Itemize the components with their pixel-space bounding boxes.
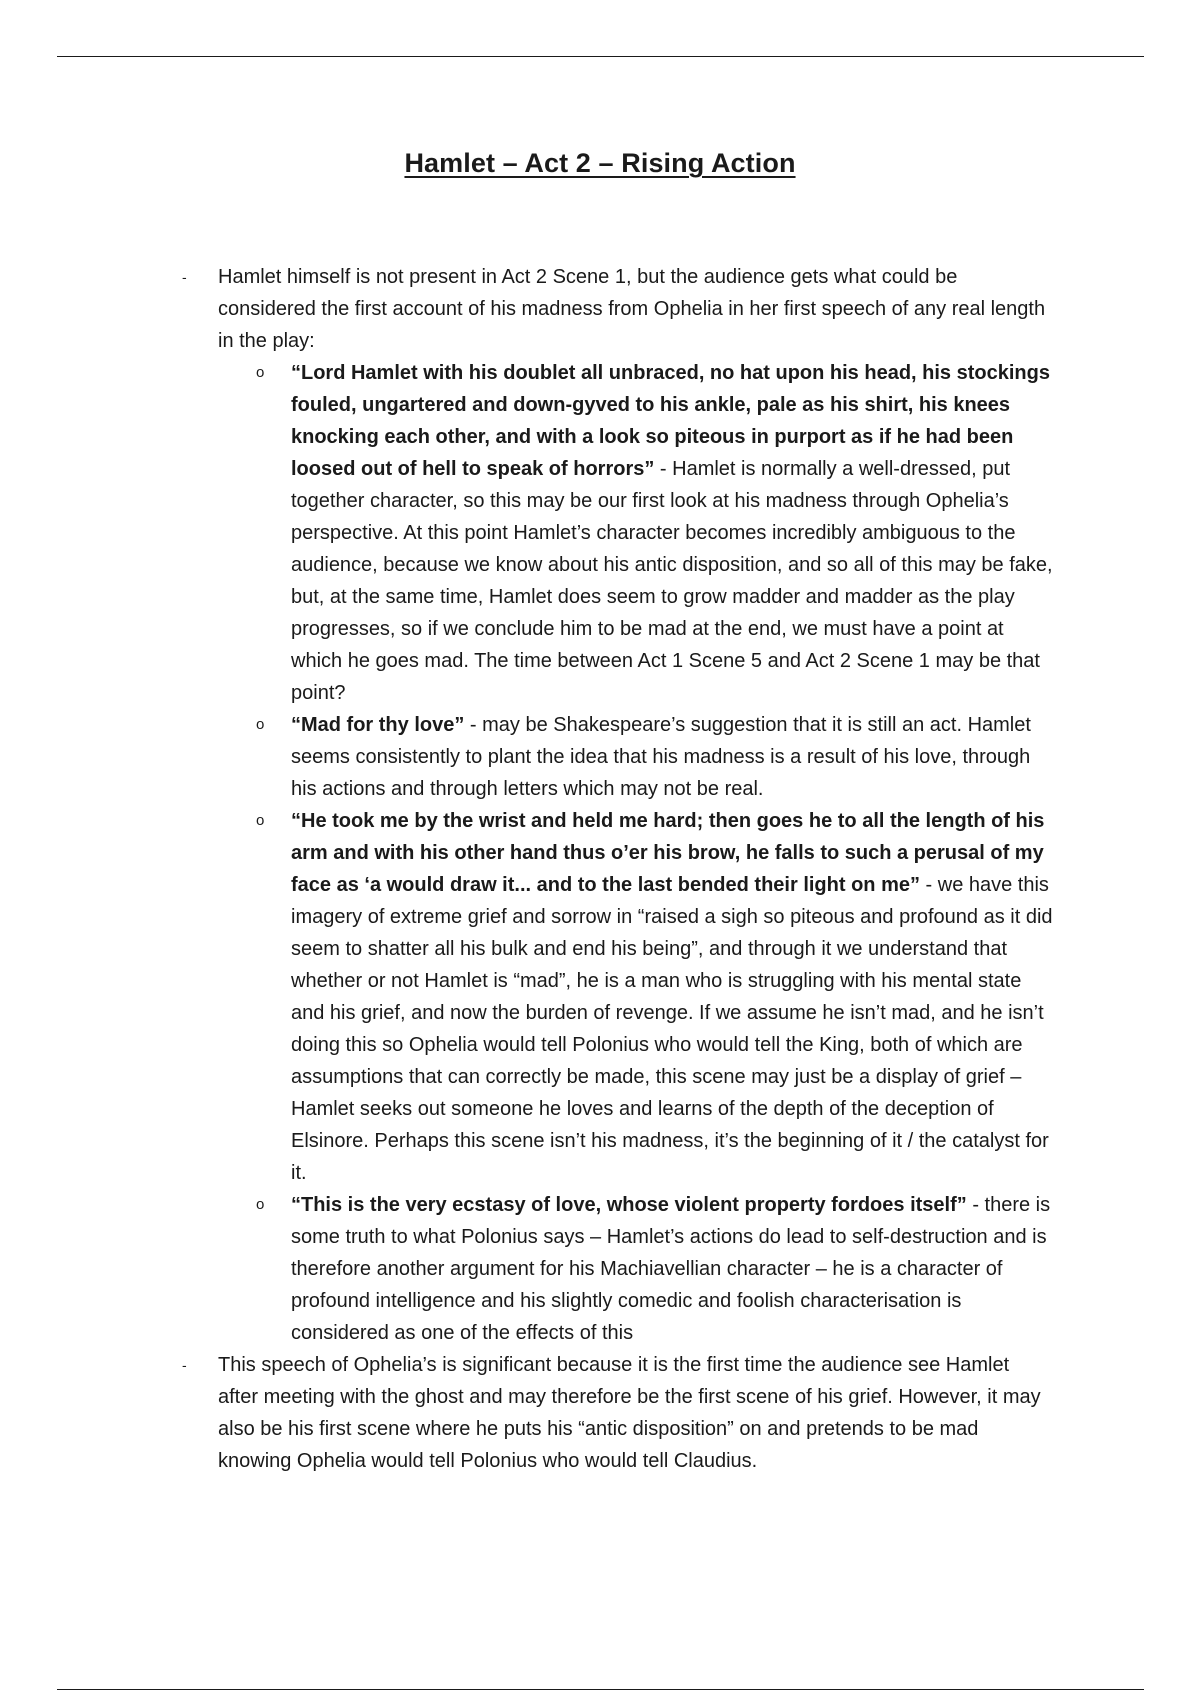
commentary-text: - Hamlet is normally a well-dressed, put together character, so this may be our first look at his madness through Ophelia’s perspective. At this point Hamlet’s character becomes incredibly ambiguous to the audience, because we know about his antic disposition, and so all of this may be fake, but, at the same time, Hamlet does seem to grow madder and madder as the play progresses, so if we conclude him to be mad at the end, we must have a point at which he goes mad. The time between Act 1 Scene 5 and Act 2 Scene 1 may be that point? — [291, 458, 1053, 704]
sub-point-3 — [218, 805, 1059, 1189]
commentary-text: - may be Shakespeare’s suggestion that it is still an act. Hamlet seems consistently to plant the idea that his madness is a result of his love, through his actions and through letters which may not be real. — [291, 714, 1031, 800]
page-title: Hamlet – Act 2 – Rising Action — [404, 148, 796, 178]
top-rule — [57, 56, 1144, 57]
main-bullet-list — [0, 261, 1200, 1477]
circle-bullet-marker: o — [256, 1196, 265, 1213]
quote-text: “He took me by the wrist and held me hard; then goes he to all the length of his arm and with his other hand thus o’er his brow, he falls to such a perusal of my face as ‘a would draw it... and to the last bended their light on me” — [291, 810, 1045, 896]
circle-bullet-marker: o — [256, 812, 265, 829]
dash-marker: - — [182, 1357, 187, 1373]
quote-text: “Mad for thy love” — [291, 714, 465, 736]
main-point-text: Hamlet himself is not present in Act 2 Scene 1, but the audience gets what could be considered the first account of his madness from Ophelia in her first speech of any real length in the play: — [218, 266, 1046, 352]
quote-text: “Lord Hamlet with his doublet all unbraced, no hat upon his head, his stockings fouled, ungartered and down-gyved to his ankle, pale as his shirt, his knees knocking each other, and with a look so piteous in purport as if he had been loosed out of hell to speak of horrors” — [291, 362, 1050, 480]
main-point-2 — [0, 1349, 1200, 1477]
dash-marker: - — [182, 269, 187, 285]
quote-text: “This is the very ecstasy of love, whose violent property fordoes itself” — [291, 1194, 967, 1216]
circle-bullet-marker: o — [256, 716, 265, 733]
commentary-text: - there is some truth to what Polonius says – Hamlet’s actions do lead to self-destruction and is therefore another argument for his Machiavellian character – he is a character of profound intelligence and his slightly comedic and foolish characterisation is considered as one of the effects of this — [291, 1194, 1051, 1344]
bottom-rule — [57, 1689, 1144, 1690]
sub-point-4 — [218, 1189, 1059, 1349]
sub-point-2 — [218, 709, 1059, 805]
main-point-1 — [0, 261, 1200, 1349]
sub-point-1 — [218, 357, 1059, 709]
commentary-text: - we have this imagery of extreme grief and sorrow in “raised a sigh so piteous and profound as it did seem to shatter all his bulk and end his being”, and through it we understand that whether or not Hamlet is “mad”, he is a man who is struggling with his mental state and his grief, and now the burden of revenge. If we assume he isn’t mad, and he isn’t doing this so Ophelia would tell Polonius who would tell the King, both of which are assumptions that can correctly be made, this scene may just be a display of grief – Hamlet seeks out someone he loves and learns of the depth of the deception of Elsinore. Perhaps this scene isn’t his madness, it’s the beginning of it / the catalyst for it. — [291, 874, 1053, 1184]
document-body — [0, 261, 1200, 1477]
main-point-text: This speech of Ophelia’s is significant because it is the first time the audience see Hamlet after meeting with the ghost and may therefore be the first scene of his grief. However, it may also be his first scene where he puts his “antic disposition” on and pretends to be mad knowing Ophelia would tell Polonius who would tell Claudius. — [218, 1354, 1041, 1472]
circle-bullet-marker: o — [256, 364, 265, 381]
sub-bullet-list — [218, 357, 1052, 1349]
